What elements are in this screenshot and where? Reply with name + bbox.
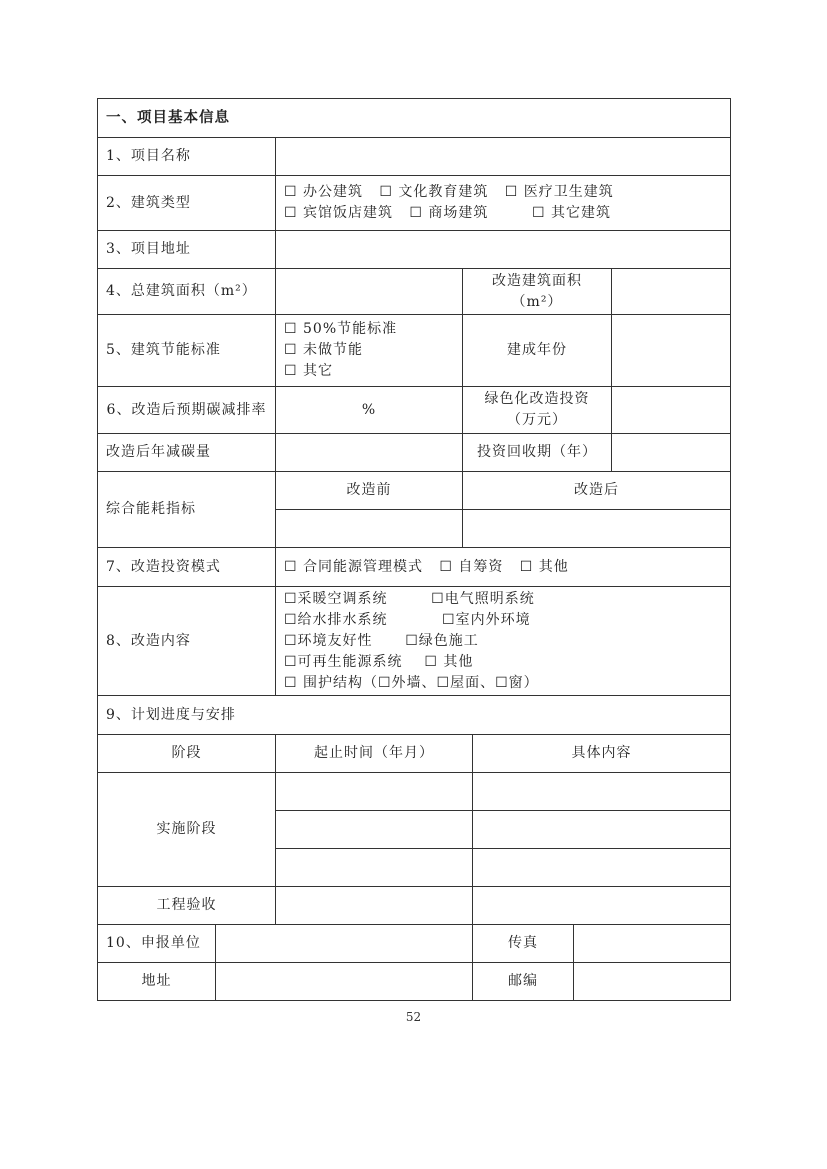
label-fax: 传真	[472, 924, 574, 963]
address-field[interactable]	[275, 230, 731, 269]
label-implementation: 实施阶段	[97, 772, 276, 887]
investment-mode-text[interactable]: ☐ 合同能源管理模式 ☐ 自筹资 ☐ 其他	[284, 558, 569, 575]
retrofit-area-field[interactable]	[611, 268, 731, 315]
energy-standard-options[interactable]	[275, 314, 463, 387]
content-line[interactable]: ☐采暖空调系统 ☐电气照明系统	[284, 590, 535, 607]
applicant-address-field[interactable]	[215, 962, 473, 1001]
content-line[interactable]: ☐可再生能源系统 ☐ 其他	[284, 653, 474, 670]
label-address: 3、项目地址	[97, 230, 276, 269]
zip-field[interactable]	[573, 962, 731, 1001]
label-investment-mode: 7、改造投资模式	[97, 547, 276, 587]
label-payback: 投资回收期（年）	[462, 433, 612, 472]
content-line[interactable]: ☐给水排水系统 ☐室内外环境	[284, 611, 531, 628]
label-project-name: 1、项目名称	[97, 137, 276, 176]
label-energy-standard: 5、建筑节能标准	[97, 314, 276, 387]
payback-field[interactable]	[611, 433, 731, 472]
details-field[interactable]	[472, 848, 731, 887]
period-field[interactable]	[275, 772, 473, 811]
header-before: 改造前	[275, 471, 463, 510]
building-type-line2[interactable]: ☐ 宾馆饭店建筑 ☐ 商场建筑 ☐ 其它建筑	[284, 205, 611, 221]
option-50-percent[interactable]: ☐ 50%节能标准	[284, 321, 398, 337]
label-zip: 邮编	[472, 962, 574, 1001]
label-energy-index: 综合能耗指标	[97, 471, 276, 548]
details-field[interactable]	[472, 810, 731, 849]
investment-mode-options[interactable]	[275, 547, 731, 587]
label-building-type: 2、建筑类型	[97, 175, 276, 231]
content-line[interactable]: ☐ 围护结构（☐外墙、☐屋面、☐窗）	[284, 674, 539, 691]
label-carbon-rate: 6、改造后预期碳减排率	[97, 386, 276, 434]
label-carbon-amount: 改造后年减碳量	[97, 433, 276, 472]
period-field[interactable]	[275, 848, 473, 887]
option-no-saving[interactable]: ☐ 未做节能	[284, 342, 364, 358]
header-details: 具体内容	[472, 734, 731, 773]
acceptance-details-field[interactable]	[472, 886, 731, 925]
applicant-field[interactable]	[215, 924, 473, 963]
acceptance-period-field[interactable]	[275, 886, 473, 925]
label-total-area: 4、总建筑面积（m²）	[97, 268, 276, 315]
option-other[interactable]: ☐ 其它	[284, 363, 334, 379]
green-investment-field[interactable]	[611, 386, 731, 434]
before-field[interactable]	[275, 509, 463, 548]
building-type-options[interactable]	[275, 175, 731, 231]
period-field[interactable]	[275, 810, 473, 849]
content-options[interactable]	[275, 586, 731, 696]
label-green-investment: 绿色化改造投资（万元）	[462, 386, 612, 434]
header-period: 起止时间（年月）	[275, 734, 473, 773]
header-stage: 阶段	[97, 734, 276, 773]
label-applicant: 10、申报单位	[97, 924, 216, 963]
label-retrofit-area: 改造建筑面积（m²）	[462, 268, 612, 315]
built-year-field[interactable]	[611, 314, 731, 387]
building-type-line1[interactable]: ☐ 办公建筑 ☐ 文化教育建筑 ☐ 医疗卫生建筑	[284, 184, 614, 200]
label-schedule: 9、计划进度与安排	[97, 695, 731, 735]
label-acceptance: 工程验收	[97, 886, 276, 925]
fax-field[interactable]	[573, 924, 731, 963]
content-line[interactable]: ☐环境友好性 ☐绿色施工	[284, 632, 479, 649]
label-applicant-address: 地址	[97, 962, 216, 1001]
total-area-field[interactable]	[275, 268, 463, 315]
header-after: 改造后	[462, 471, 731, 510]
carbon-rate-field[interactable]: %	[275, 386, 463, 434]
label-content: 8、改造内容	[97, 586, 276, 696]
section-title: 一、项目基本信息	[97, 98, 731, 138]
details-field[interactable]	[472, 772, 731, 811]
after-field[interactable]	[462, 509, 731, 548]
page-number: 52	[405, 1010, 422, 1024]
project-name-field[interactable]	[275, 137, 731, 176]
label-built-year: 建成年份	[462, 314, 612, 387]
carbon-amount-field[interactable]	[275, 433, 463, 472]
